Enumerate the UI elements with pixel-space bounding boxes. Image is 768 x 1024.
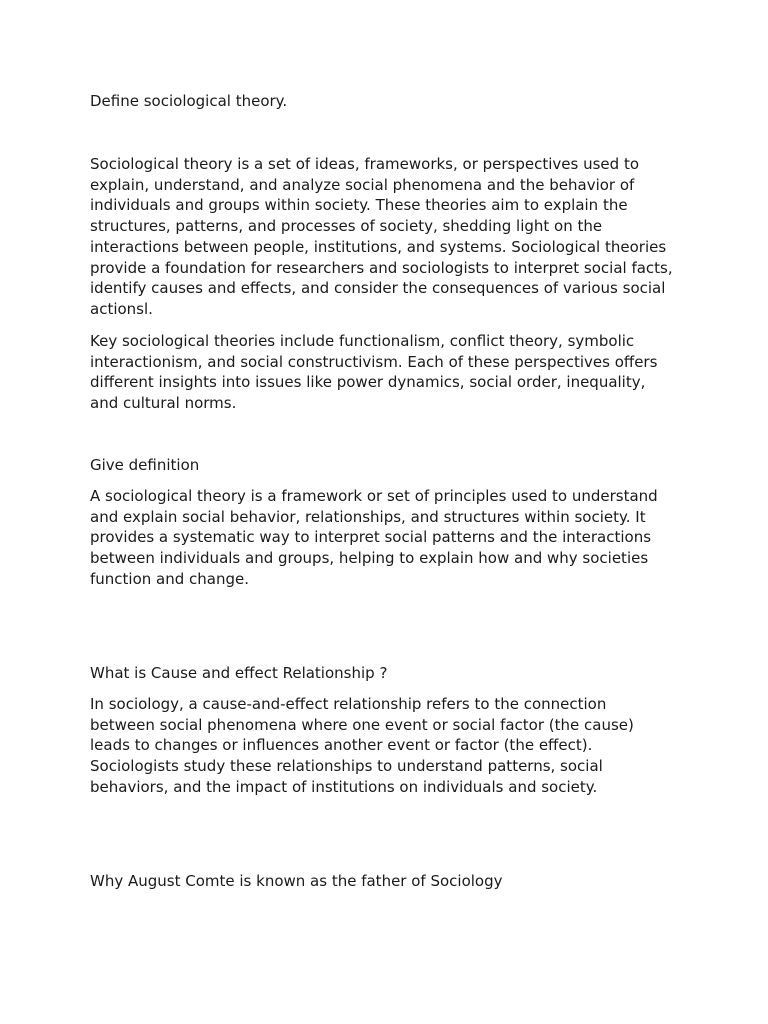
question-heading-sociological-theory [90,91,690,112]
question-heading-cause-effect [90,663,690,684]
text-line: leads to changes or influences another event or factor (the effect). [90,736,593,755]
heading-text: Define sociological theory. [90,92,288,110]
text-line: behaviors, and the impact of institutions on individuals and society. [90,777,598,796]
heading-text: Give definition [90,456,200,474]
text-line: and cultural norms. [90,394,237,413]
text-line: provides a systematic way to interpret social patterns and the interactions [90,528,652,547]
question-heading-give-definition [90,455,690,476]
text-line: and explain social behavior, relationships, and structures within society. It [90,507,646,526]
text-line: structures, patterns, and processes of society, shedding light on the [90,217,603,236]
text-line: identify causes and effects, and consider the consequences of various social [90,279,666,298]
text-line: between individuals and groups, helping to explain how and why societies [90,549,649,568]
text-line: A sociological theory is a framework or set of principles used to understand [90,487,658,505]
answer-paragraph-key-theories [90,331,690,414]
text-line: Sociologists study these relationships to understand patterns, social [90,757,603,776]
text-line: Sociological theory is a set of ideas, frameworks, or perspectives used to [90,155,640,173]
text-line: different insights into issues like power dynamics, social order, inequality, [90,373,646,392]
text-line: individuals and groups within society. These theories aim to explain the [90,196,628,215]
text-line: explain, understand, and analyze social phenomena and the behavior of [90,175,635,194]
question-heading-august-comte [90,871,690,892]
text-line: provide a foundation for researchers and sociologists to interpret social facts, [90,258,673,277]
text-line: interactions between people, institutions, and systems. Sociological theories [90,237,667,256]
text-line: between social phenomena where one event or social factor (the cause) [90,715,634,734]
heading-text: Why August Comte is known as the father of Sociology [90,872,503,890]
answer-paragraph-definition [90,154,690,320]
text-line: In sociology, a cause-and-effect relationship refers to the connection [90,695,607,713]
text-line: Key sociological theories include functionalism, conflict theory, symbolic [90,332,635,350]
text-line: actionsl. [90,299,153,318]
text-line: function and change. [90,569,250,588]
answer-paragraph-cause-effect [90,694,690,798]
heading-text: What is Cause and effect Relationship ? [90,664,388,682]
answer-paragraph-definition-short [90,486,690,590]
text-line: interactionism, and social constructivism. Each of these perspectives offers [90,352,658,371]
